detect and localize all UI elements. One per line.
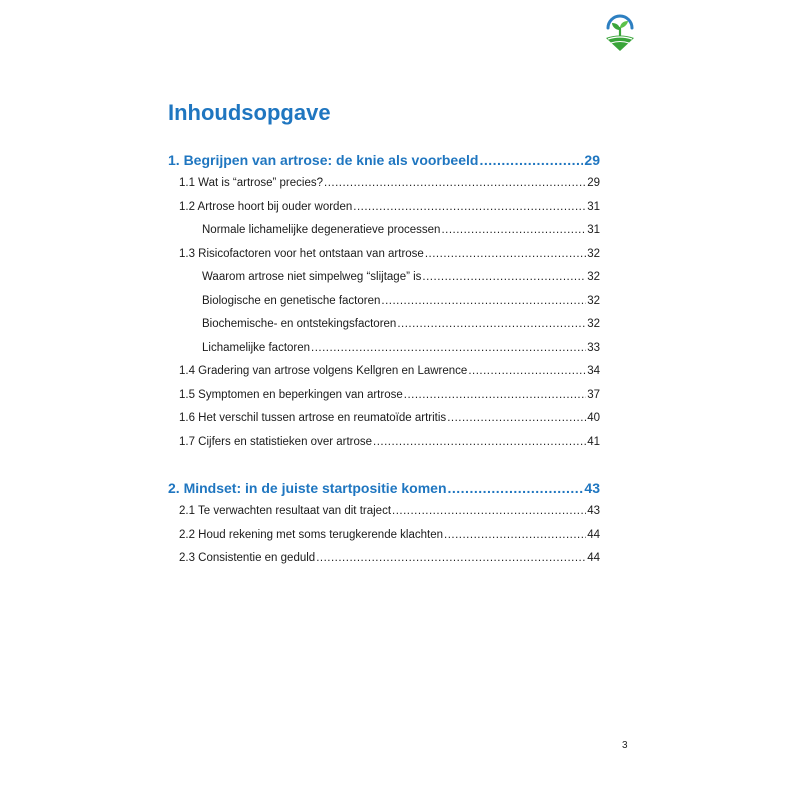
toc-entry-label: 1. Begrijpen van artrose: de knie als voorbeeld xyxy=(168,152,479,168)
toc-entry-1-5[interactable] xyxy=(168,384,600,408)
toc-leader-dots xyxy=(381,290,586,314)
toc-leader-dots xyxy=(444,524,586,548)
toc-page-number: 32 xyxy=(587,271,600,283)
toc-entry-1-3-b[interactable] xyxy=(168,290,600,314)
toc-entry-label: 2.2 Houd rekening met soms terugkerende klachten xyxy=(179,528,444,541)
toc-chapter-2[interactable] xyxy=(168,476,600,500)
toc-page-number: 40 xyxy=(587,412,600,424)
toc-entry-label: 2.1 Te verwachten resultaat van dit traject xyxy=(179,505,392,517)
toc-page-number: 37 xyxy=(587,388,600,401)
toc-entry-label: Waarom artrose niet simpelweg “slijtage” is xyxy=(202,271,422,283)
toc-page-number: 32 xyxy=(587,294,600,307)
toc-entry-label: 1.6 Het verschil tussen artrose en reumatoïde artritis xyxy=(179,412,447,424)
toc-chapter-1[interactable] xyxy=(168,148,600,172)
toc-entry-1-2[interactable] xyxy=(168,196,600,220)
toc-leader-dots xyxy=(479,148,583,172)
toc-entry-2-3[interactable] xyxy=(168,547,600,571)
toc-entry-1-4[interactable] xyxy=(168,360,600,384)
toc-entry-label: Lichamelijke factoren xyxy=(202,341,311,354)
toc-entry-label: 2.3 Consistentie en geduld xyxy=(179,552,316,564)
toc-entry-1-3-d[interactable] xyxy=(168,337,600,361)
toc-page-number: 29 xyxy=(587,177,600,189)
toc-page-number: 33 xyxy=(587,341,600,354)
toc-leader-dots xyxy=(422,266,586,290)
toc-page-number: 43 xyxy=(587,505,600,517)
toc-leader-dots xyxy=(425,243,586,267)
toc-page-number: 32 xyxy=(587,318,600,330)
toc-page-number: 31 xyxy=(587,224,600,236)
toc-page-number: 44 xyxy=(587,528,600,541)
toc-entry-2-2[interactable] xyxy=(168,524,600,548)
toc-leader-dots xyxy=(448,476,584,500)
toc-leader-dots xyxy=(373,431,586,455)
toc-page-number: 34 xyxy=(587,365,600,377)
toc-entry-label: Normale lichamelijke degeneratieve processen xyxy=(202,224,441,236)
toc-entry-1-7[interactable] xyxy=(168,431,600,455)
sprout-logo-icon xyxy=(603,14,637,52)
toc-page-number: 43 xyxy=(584,480,600,496)
toc-leader-dots xyxy=(447,407,586,431)
toc-entry-label: 1.4 Gradering van artrose volgens Kellgren en Lawrence xyxy=(179,365,468,377)
toc-leader-dots xyxy=(324,172,586,196)
toc-leader-dots xyxy=(404,384,586,408)
toc-entry-label: Biologische en genetische factoren xyxy=(202,294,381,307)
toc-entry-2-1[interactable] xyxy=(168,500,600,524)
toc-entry-label: 1.5 Symptomen en beperkingen van artrose xyxy=(179,388,403,401)
toc-page-number: 31 xyxy=(587,200,600,213)
toc-page-number: 44 xyxy=(587,552,600,564)
toc-leader-dots xyxy=(392,500,586,524)
toc-page-number: 29 xyxy=(584,152,600,168)
toc-leader-dots xyxy=(468,360,586,384)
toc-leader-dots xyxy=(441,219,586,243)
toc-entry-label: 1.3 Risicofactoren voor het ontstaan van artrose xyxy=(179,247,424,260)
toc-entry-label: 1.7 Cijfers en statistieken over artrose xyxy=(179,435,373,448)
chapter-spacer xyxy=(168,454,600,476)
toc-page-number: 32 xyxy=(587,247,600,260)
toc-entry-1-3-a[interactable] xyxy=(168,266,600,290)
toc-leader-dots xyxy=(311,337,586,361)
toc-entry-label: 1.1 Wat is “artrose” precies? xyxy=(179,177,324,189)
toc-leader-dots xyxy=(316,547,586,571)
toc-leader-dots xyxy=(353,196,586,220)
toc-entry-1-3-c[interactable] xyxy=(168,313,600,337)
table-of-contents xyxy=(168,148,600,571)
footer-page-number: 3 xyxy=(622,740,628,751)
toc-entry-1-1[interactable] xyxy=(168,172,600,196)
toc-entry-label: 1.2 Artrose hoort bij ouder worden xyxy=(179,200,353,213)
toc-entry-label: Biochemische- en ontstekingsfactoren xyxy=(202,318,397,330)
toc-leader-dots xyxy=(397,313,586,337)
toc-page-number: 41 xyxy=(587,435,600,448)
toc-entry-1-6[interactable] xyxy=(168,407,600,431)
toc-entry-1-3[interactable] xyxy=(168,243,600,267)
toc-entry-label: 2. Mindset: in de juiste startpositie komen xyxy=(168,480,447,496)
page-title: Inhoudsopgave xyxy=(168,100,331,125)
toc-entry-1-2-a[interactable] xyxy=(168,219,600,243)
